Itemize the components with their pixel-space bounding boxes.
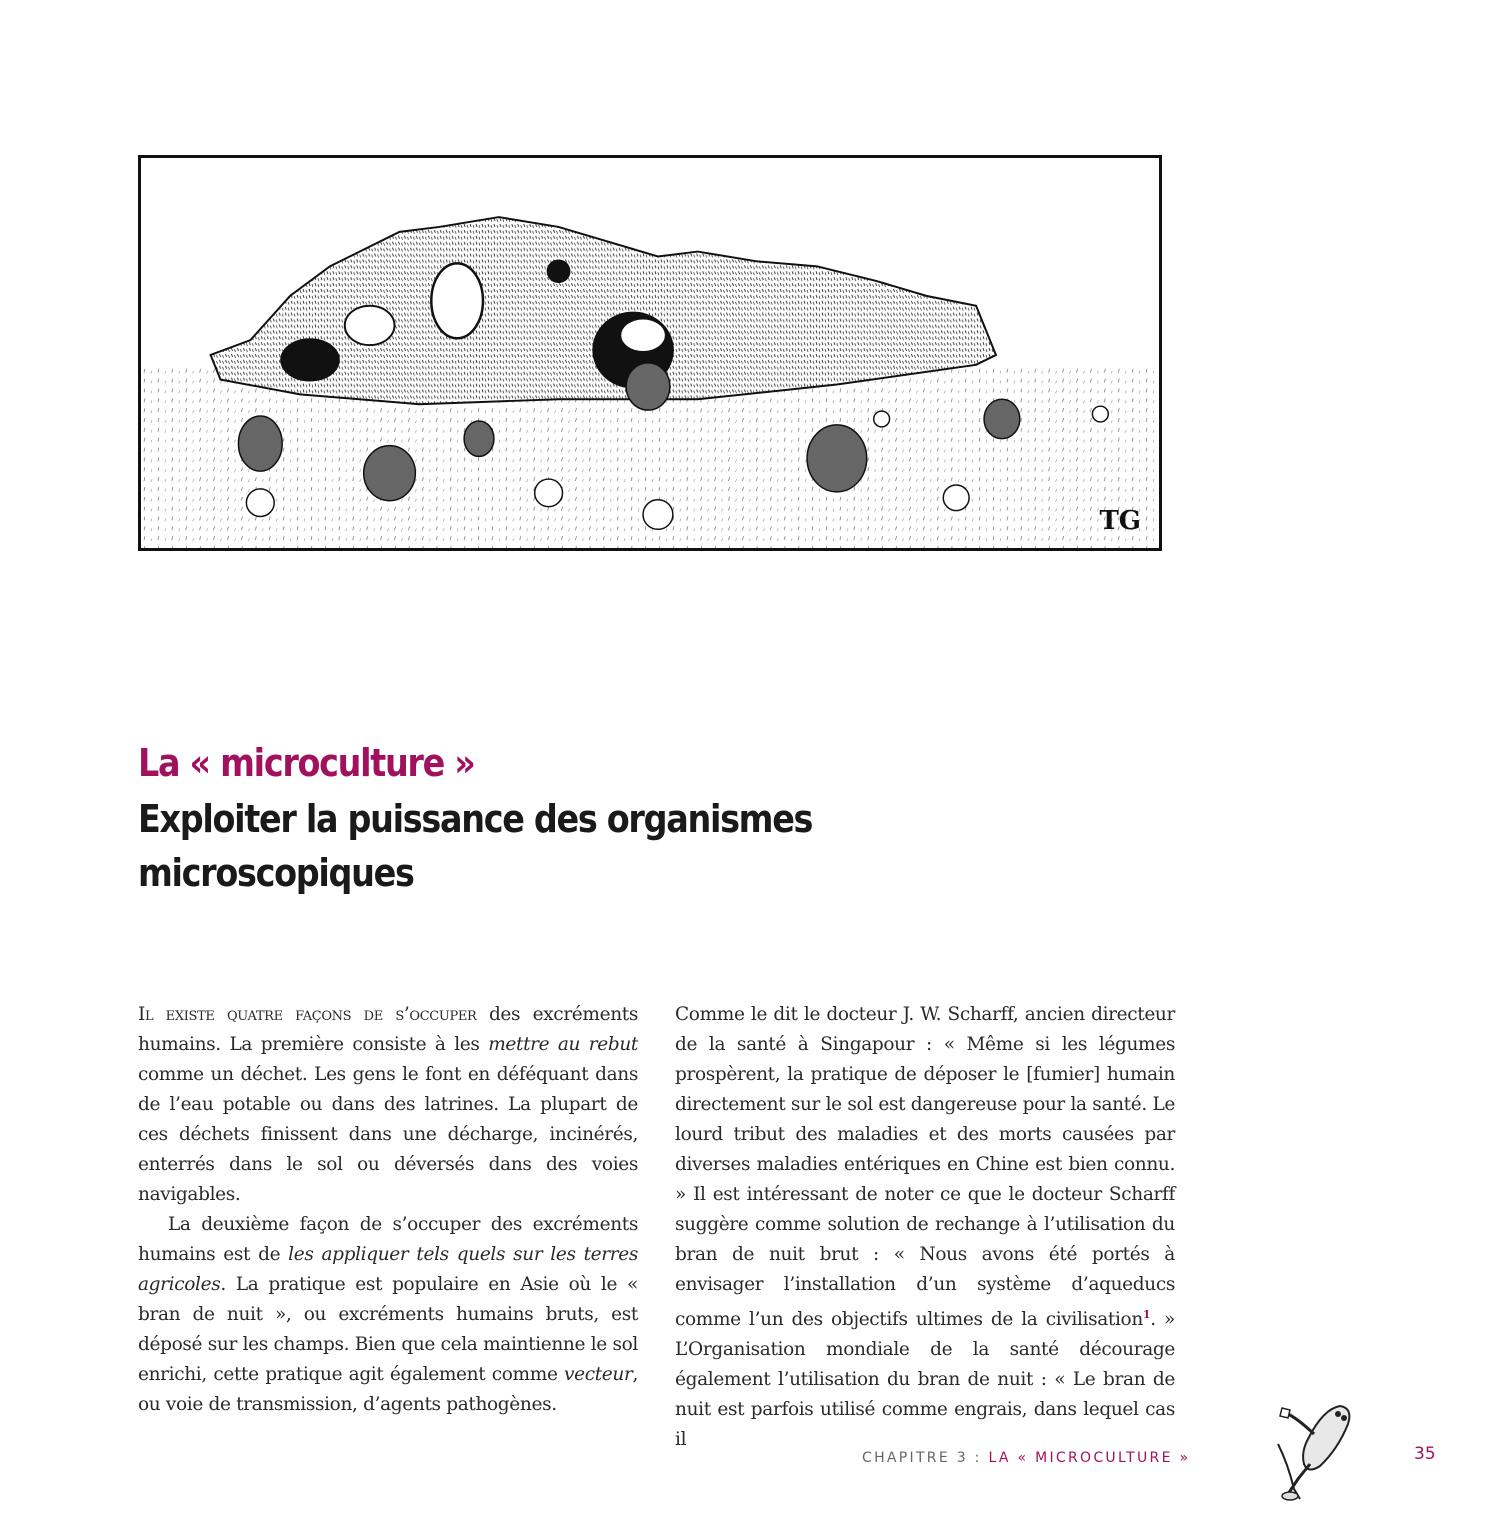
paragraph bbox=[675, 1000, 1175, 1455]
chapter-illustration bbox=[138, 155, 1162, 551]
artist-monogram: TG bbox=[1099, 506, 1141, 536]
paragraph bbox=[138, 1210, 638, 1420]
body-column-left bbox=[138, 1000, 638, 1420]
chapter-heading bbox=[138, 738, 1038, 900]
text-run: . » L’Organisation mondiale de la santé décourage également l’utilisation du bran de nuit : « Le bran de nuit est parfois utilisé comme engrais, dans lequel cas il bbox=[675, 1309, 1175, 1451]
body-column-right bbox=[675, 1000, 1175, 1455]
running-footer bbox=[862, 1450, 1190, 1466]
footer-chapter-label: CHAPITRE 3 : bbox=[862, 1450, 989, 1466]
lead-in-smallcaps: Il existe quatre façons de s’occuper bbox=[138, 1004, 477, 1025]
emphasis: mettre au rebut bbox=[488, 1034, 638, 1055]
mascot-icon bbox=[1268, 1394, 1358, 1504]
paragraph bbox=[138, 1000, 638, 1210]
emphasis: les appliquer tels quels sur les terres agricoles bbox=[138, 1244, 638, 1295]
text-run: La deuxième façon de s’occuper des excréments humains est de bbox=[138, 1214, 638, 1265]
text-run: des excréments humains. La première consiste à les bbox=[138, 1004, 638, 1055]
footer-chapter-name: LA « MICROCULTURE » bbox=[988, 1450, 1191, 1466]
text-run: . La pratique est populaire en Asie où le « bran de nuit », ou excréments humains bruts, est déposé sur les champs. Bien que cela maintienne le sol enrichi, cette pratique agit également comme bbox=[138, 1274, 638, 1385]
text-run: Comme le dit le docteur J. W. Scharff, ancien directeur de la santé à Singapour : « Même si les légumes prospèrent, la pratique de déposer le [fumier] humain directement sur le sol est dangereuse pour la santé. Le lourd tribut des maladies et des morts causées par diverses maladies entériques en Chine est bien connu. » Il est intéressant de noter ce que le docteur Scharff suggère comme solution de rechange à l’utilisation du bran de nuit brut : « Nous avons été portés à envisager l’installation d’un système d’aqueducs comme l’un des objectifs ultimes de la civilisation bbox=[675, 1004, 1175, 1331]
footnote-reference[interactable]: 1 bbox=[1142, 1308, 1151, 1321]
rock-landscape-drawing bbox=[141, 158, 1159, 548]
page-number: 35 bbox=[1414, 1444, 1436, 1464]
text-run: , ou voie de transmission, d’agents pathogènes. bbox=[138, 1364, 638, 1415]
chapter-title: La « microculture » bbox=[138, 741, 475, 785]
chapter-subtitle: Exploiter la puissance des organismes microscopiques bbox=[138, 797, 813, 895]
emphasis: vecteur bbox=[564, 1364, 633, 1385]
text-run: comme un déchet. Les gens le font en déféquant dans de l’eau potable ou dans des latrines. La plupart de ces déchets finissent dans une décharge, incinérés, enterrés dans le sol ou déversés dans des voies navigables. bbox=[138, 1064, 638, 1205]
